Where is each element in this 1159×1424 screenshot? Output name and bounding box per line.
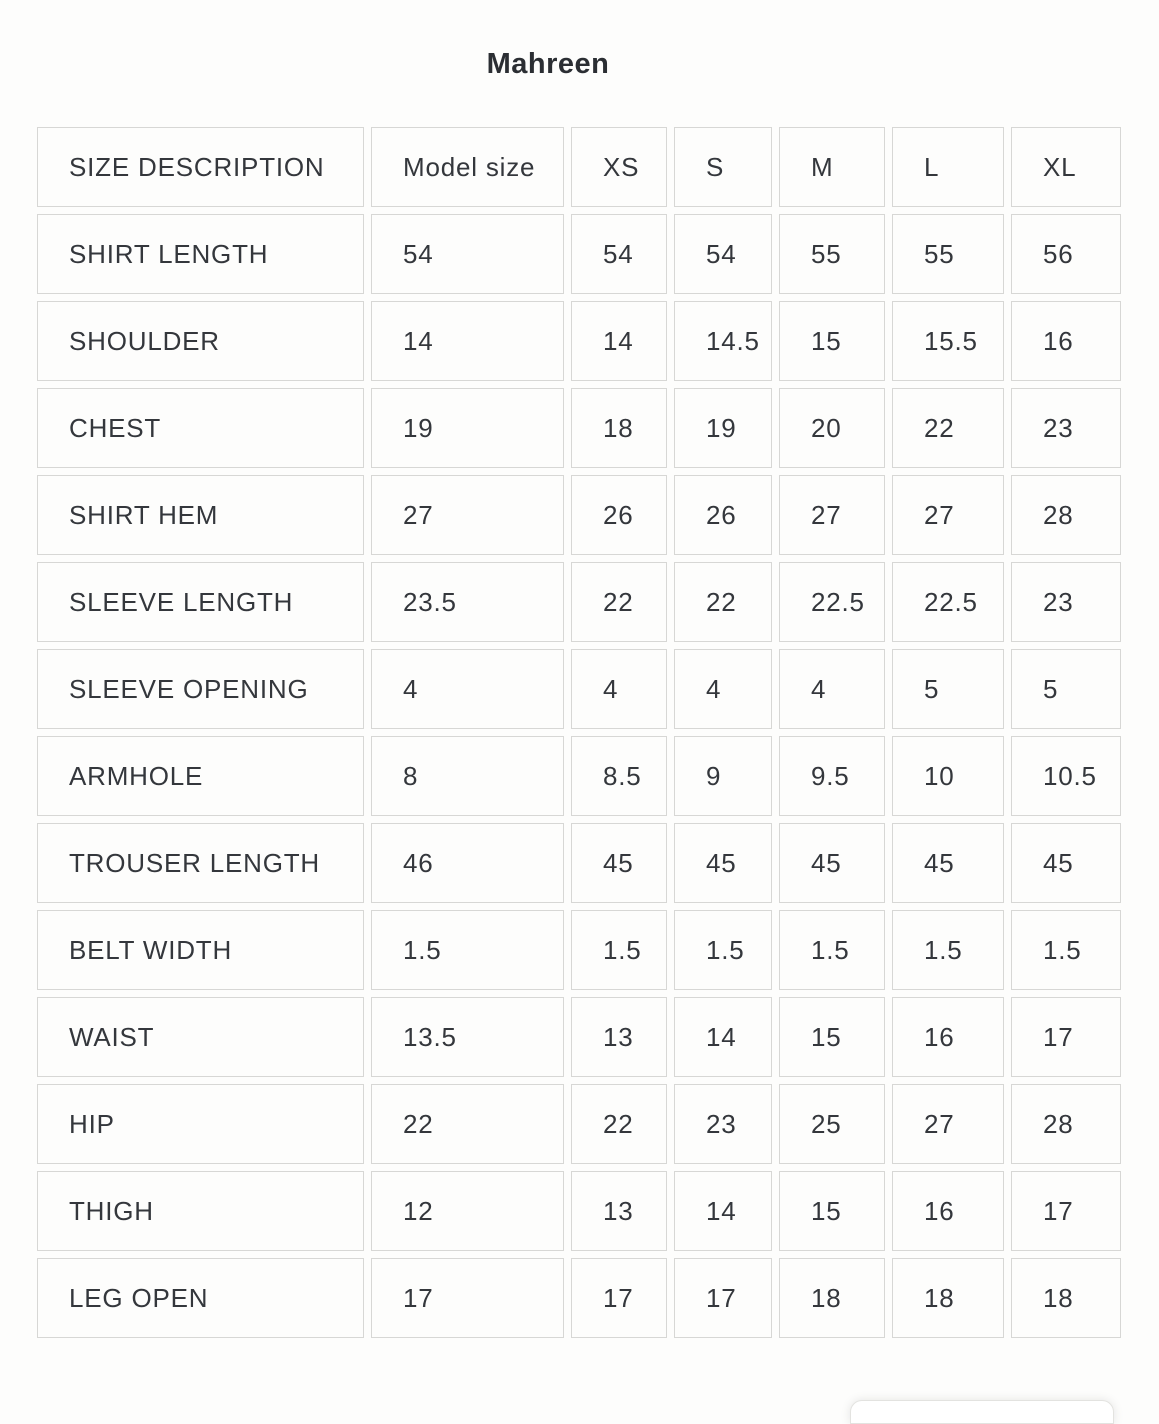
table-row: [37, 388, 1121, 468]
value-cell: 16: [892, 997, 1004, 1077]
value-cell: 10.5: [1011, 736, 1121, 816]
table-row: [37, 1258, 1121, 1338]
value-cell: 5: [892, 649, 1004, 729]
value-cell: 13: [571, 1171, 667, 1251]
value-cell: 13: [571, 997, 667, 1077]
value-cell: 28: [1011, 1084, 1121, 1164]
table-row: [37, 736, 1121, 816]
value-cell: 9.5: [779, 736, 885, 816]
value-cell: 19: [371, 388, 564, 468]
value-cell: 5: [1011, 649, 1121, 729]
value-cell: 45: [892, 823, 1004, 903]
value-cell: 23: [1011, 562, 1121, 642]
table-row: [37, 649, 1121, 729]
value-cell: 23.5: [371, 562, 564, 642]
header-cell: Model size: [371, 127, 564, 207]
value-cell: 17: [371, 1258, 564, 1338]
value-cell: 1.5: [571, 910, 667, 990]
value-cell: 28: [1011, 475, 1121, 555]
row-label-cell: SLEEVE OPENING: [37, 649, 364, 729]
value-cell: 27: [779, 475, 885, 555]
value-cell: 18: [571, 388, 667, 468]
value-cell: 46: [371, 823, 564, 903]
table-row: [37, 997, 1121, 1077]
row-label-cell: LEG OPEN: [37, 1258, 364, 1338]
value-cell: 22: [371, 1084, 564, 1164]
header-cell: XS: [571, 127, 667, 207]
header-row: [37, 127, 1121, 207]
row-label-cell: SHIRT LENGTH: [37, 214, 364, 294]
table-row: [37, 1171, 1121, 1251]
value-cell: 54: [371, 214, 564, 294]
row-label-cell: CHEST: [37, 388, 364, 468]
table-row: [37, 1084, 1121, 1164]
value-cell: 1.5: [371, 910, 564, 990]
header-cell: XL: [1011, 127, 1121, 207]
header-cell: L: [892, 127, 1004, 207]
value-cell: 18: [779, 1258, 885, 1338]
value-cell: 18: [892, 1258, 1004, 1338]
header-cell: M: [779, 127, 885, 207]
value-cell: 18: [1011, 1258, 1121, 1338]
value-cell: 22: [674, 562, 772, 642]
table-row: [37, 475, 1121, 555]
value-cell: 45: [674, 823, 772, 903]
value-cell: 26: [571, 475, 667, 555]
table-row: [37, 562, 1121, 642]
value-cell: 19: [674, 388, 772, 468]
value-cell: 4: [674, 649, 772, 729]
value-cell: 10: [892, 736, 1004, 816]
value-cell: 55: [892, 214, 1004, 294]
size-chart-header: [37, 127, 1121, 207]
value-cell: 14: [571, 301, 667, 381]
header-cell: S: [674, 127, 772, 207]
value-cell: 45: [779, 823, 885, 903]
value-cell: 55: [779, 214, 885, 294]
row-label-cell: ARMHOLE: [37, 736, 364, 816]
value-cell: 22: [571, 562, 667, 642]
value-cell: 27: [371, 475, 564, 555]
row-label-cell: TROUSER LENGTH: [37, 823, 364, 903]
value-cell: 17: [1011, 997, 1121, 1077]
value-cell: 17: [1011, 1171, 1121, 1251]
value-cell: 1.5: [892, 910, 1004, 990]
value-cell: 4: [571, 649, 667, 729]
table-row: [37, 214, 1121, 294]
value-cell: 8.5: [571, 736, 667, 816]
value-cell: 54: [674, 214, 772, 294]
value-cell: 17: [571, 1258, 667, 1338]
row-label-cell: SHOULDER: [37, 301, 364, 381]
value-cell: 54: [571, 214, 667, 294]
row-label-cell: THIGH: [37, 1171, 364, 1251]
value-cell: 45: [1011, 823, 1121, 903]
value-cell: 13.5: [371, 997, 564, 1077]
value-cell: 22: [892, 388, 1004, 468]
value-cell: 12: [371, 1171, 564, 1251]
value-cell: 27: [892, 475, 1004, 555]
value-cell: 14: [674, 997, 772, 1077]
value-cell: 4: [371, 649, 564, 729]
value-cell: 1.5: [1011, 910, 1121, 990]
value-cell: 16: [1011, 301, 1121, 381]
value-cell: 15.5: [892, 301, 1004, 381]
value-cell: 23: [1011, 388, 1121, 468]
value-cell: 17: [674, 1258, 772, 1338]
value-cell: 15: [779, 997, 885, 1077]
table-row: [37, 823, 1121, 903]
value-cell: 8: [371, 736, 564, 816]
value-cell: 20: [779, 388, 885, 468]
value-cell: 22.5: [779, 562, 885, 642]
value-cell: 14: [674, 1171, 772, 1251]
value-cell: 25: [779, 1084, 885, 1164]
row-label-cell: SHIRT HEM: [37, 475, 364, 555]
value-cell: 14.5: [674, 301, 772, 381]
page-title: Mahreen: [486, 48, 610, 80]
row-label-cell: HIP: [37, 1084, 364, 1164]
header-cell: SIZE DESCRIPTION: [37, 127, 364, 207]
value-cell: 1.5: [674, 910, 772, 990]
value-cell: 22: [571, 1084, 667, 1164]
size-chart-body: [37, 214, 1121, 1338]
value-cell: 14: [371, 301, 564, 381]
table-row: [37, 301, 1121, 381]
value-cell: 27: [892, 1084, 1004, 1164]
value-cell: 4: [779, 649, 885, 729]
size-chart-table: [30, 120, 1128, 1345]
row-label-cell: WAIST: [37, 997, 364, 1077]
row-label-cell: BELT WIDTH: [37, 910, 364, 990]
value-cell: 15: [779, 301, 885, 381]
value-cell: 23: [674, 1084, 772, 1164]
row-label-cell: SLEEVE LENGTH: [37, 562, 364, 642]
table-row: [37, 910, 1121, 990]
value-cell: 1.5: [779, 910, 885, 990]
value-cell: 15: [779, 1171, 885, 1251]
value-cell: 9: [674, 736, 772, 816]
value-cell: 22.5: [892, 562, 1004, 642]
cutoff-widget-top-edge[interactable]: [850, 1400, 1114, 1424]
value-cell: 56: [1011, 214, 1121, 294]
value-cell: 26: [674, 475, 772, 555]
value-cell: 45: [571, 823, 667, 903]
value-cell: 16: [892, 1171, 1004, 1251]
